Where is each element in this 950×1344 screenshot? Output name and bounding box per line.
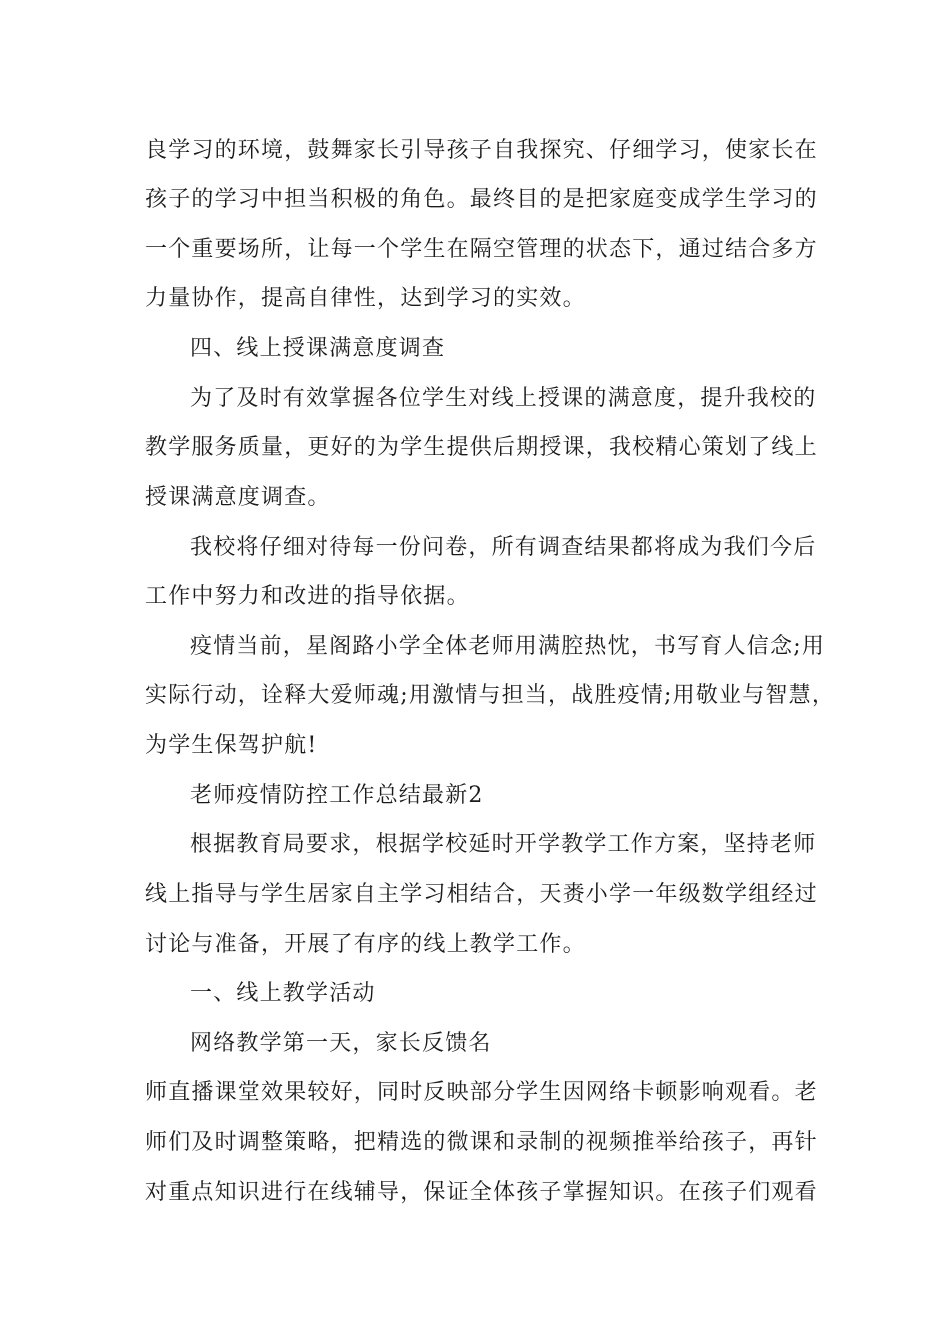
- paragraph-line: 力量协作，提高自律性，达到学习的实效。: [145, 286, 586, 311]
- section-title: 老师疫情防控工作总结最新2: [190, 783, 484, 808]
- paragraph-line: 为了及时有效掌握各位学生对线上授课的满意度，提升我校的: [190, 386, 817, 411]
- paragraph-line: 工作中努力和改进的指导依据。: [145, 584, 470, 609]
- paragraph-line: 疫情当前，星阁路小学全体老师用满腔热忱，书写育人信念;用: [190, 634, 826, 659]
- paragraph-line: 授课满意度调查。: [145, 485, 331, 510]
- paragraph-line: 教学服务质量，更好的为学生提供后期授课，我校精心策划了线上: [145, 435, 818, 460]
- paragraph-line: 师直播课堂效果较好，同时反映部分学生因网络卡顿影响观看。老: [145, 1080, 818, 1105]
- paragraph-line: 孩子的学习中担当积极的角色。最终目的是把家庭变成学生学习的: [145, 187, 818, 212]
- paragraph-line: 我校将仔细对待每一份问卷，所有调查结果都将成为我们今后: [190, 535, 817, 560]
- paragraph-line: 讨论与准备，开展了有序的线上教学工作。: [145, 932, 586, 957]
- paragraph-line: 为学生保驾护航!: [145, 733, 318, 758]
- paragraph-line: 根据教育局要求，根据学校延时开学教学工作方案，坚持老师: [190, 832, 817, 857]
- paragraph-line: 网络教学第一天，家长反馈名: [190, 1031, 492, 1056]
- paragraph-line: 线上指导与学生居家自主学习相结合，天赉小学一年级数学组经过: [145, 882, 818, 907]
- paragraph-line: 师们及时调整策略，把精选的微课和录制的视频推举给孩子，再针: [145, 1130, 818, 1155]
- paragraph-line: 对重点知识进行在线辅导，保证全体孩子掌握知识。在孩子们观看: [145, 1180, 818, 1205]
- paragraph-line: 良学习的环境，鼓舞家长引导孩子自我探究、仔细学习，使家长在: [145, 138, 818, 163]
- section-heading: 四、线上授课满意度调查: [190, 336, 446, 361]
- section-heading: 一、线上教学活动: [190, 981, 376, 1006]
- paragraph-line: 一个重要场所，让每一个学生在隔空管理的状态下，通过结合多方: [145, 237, 818, 262]
- paragraph-line: 实际行动，诠释大爱师魂;用激情与担当，战胜疫情;用敬业与智慧，: [145, 683, 836, 708]
